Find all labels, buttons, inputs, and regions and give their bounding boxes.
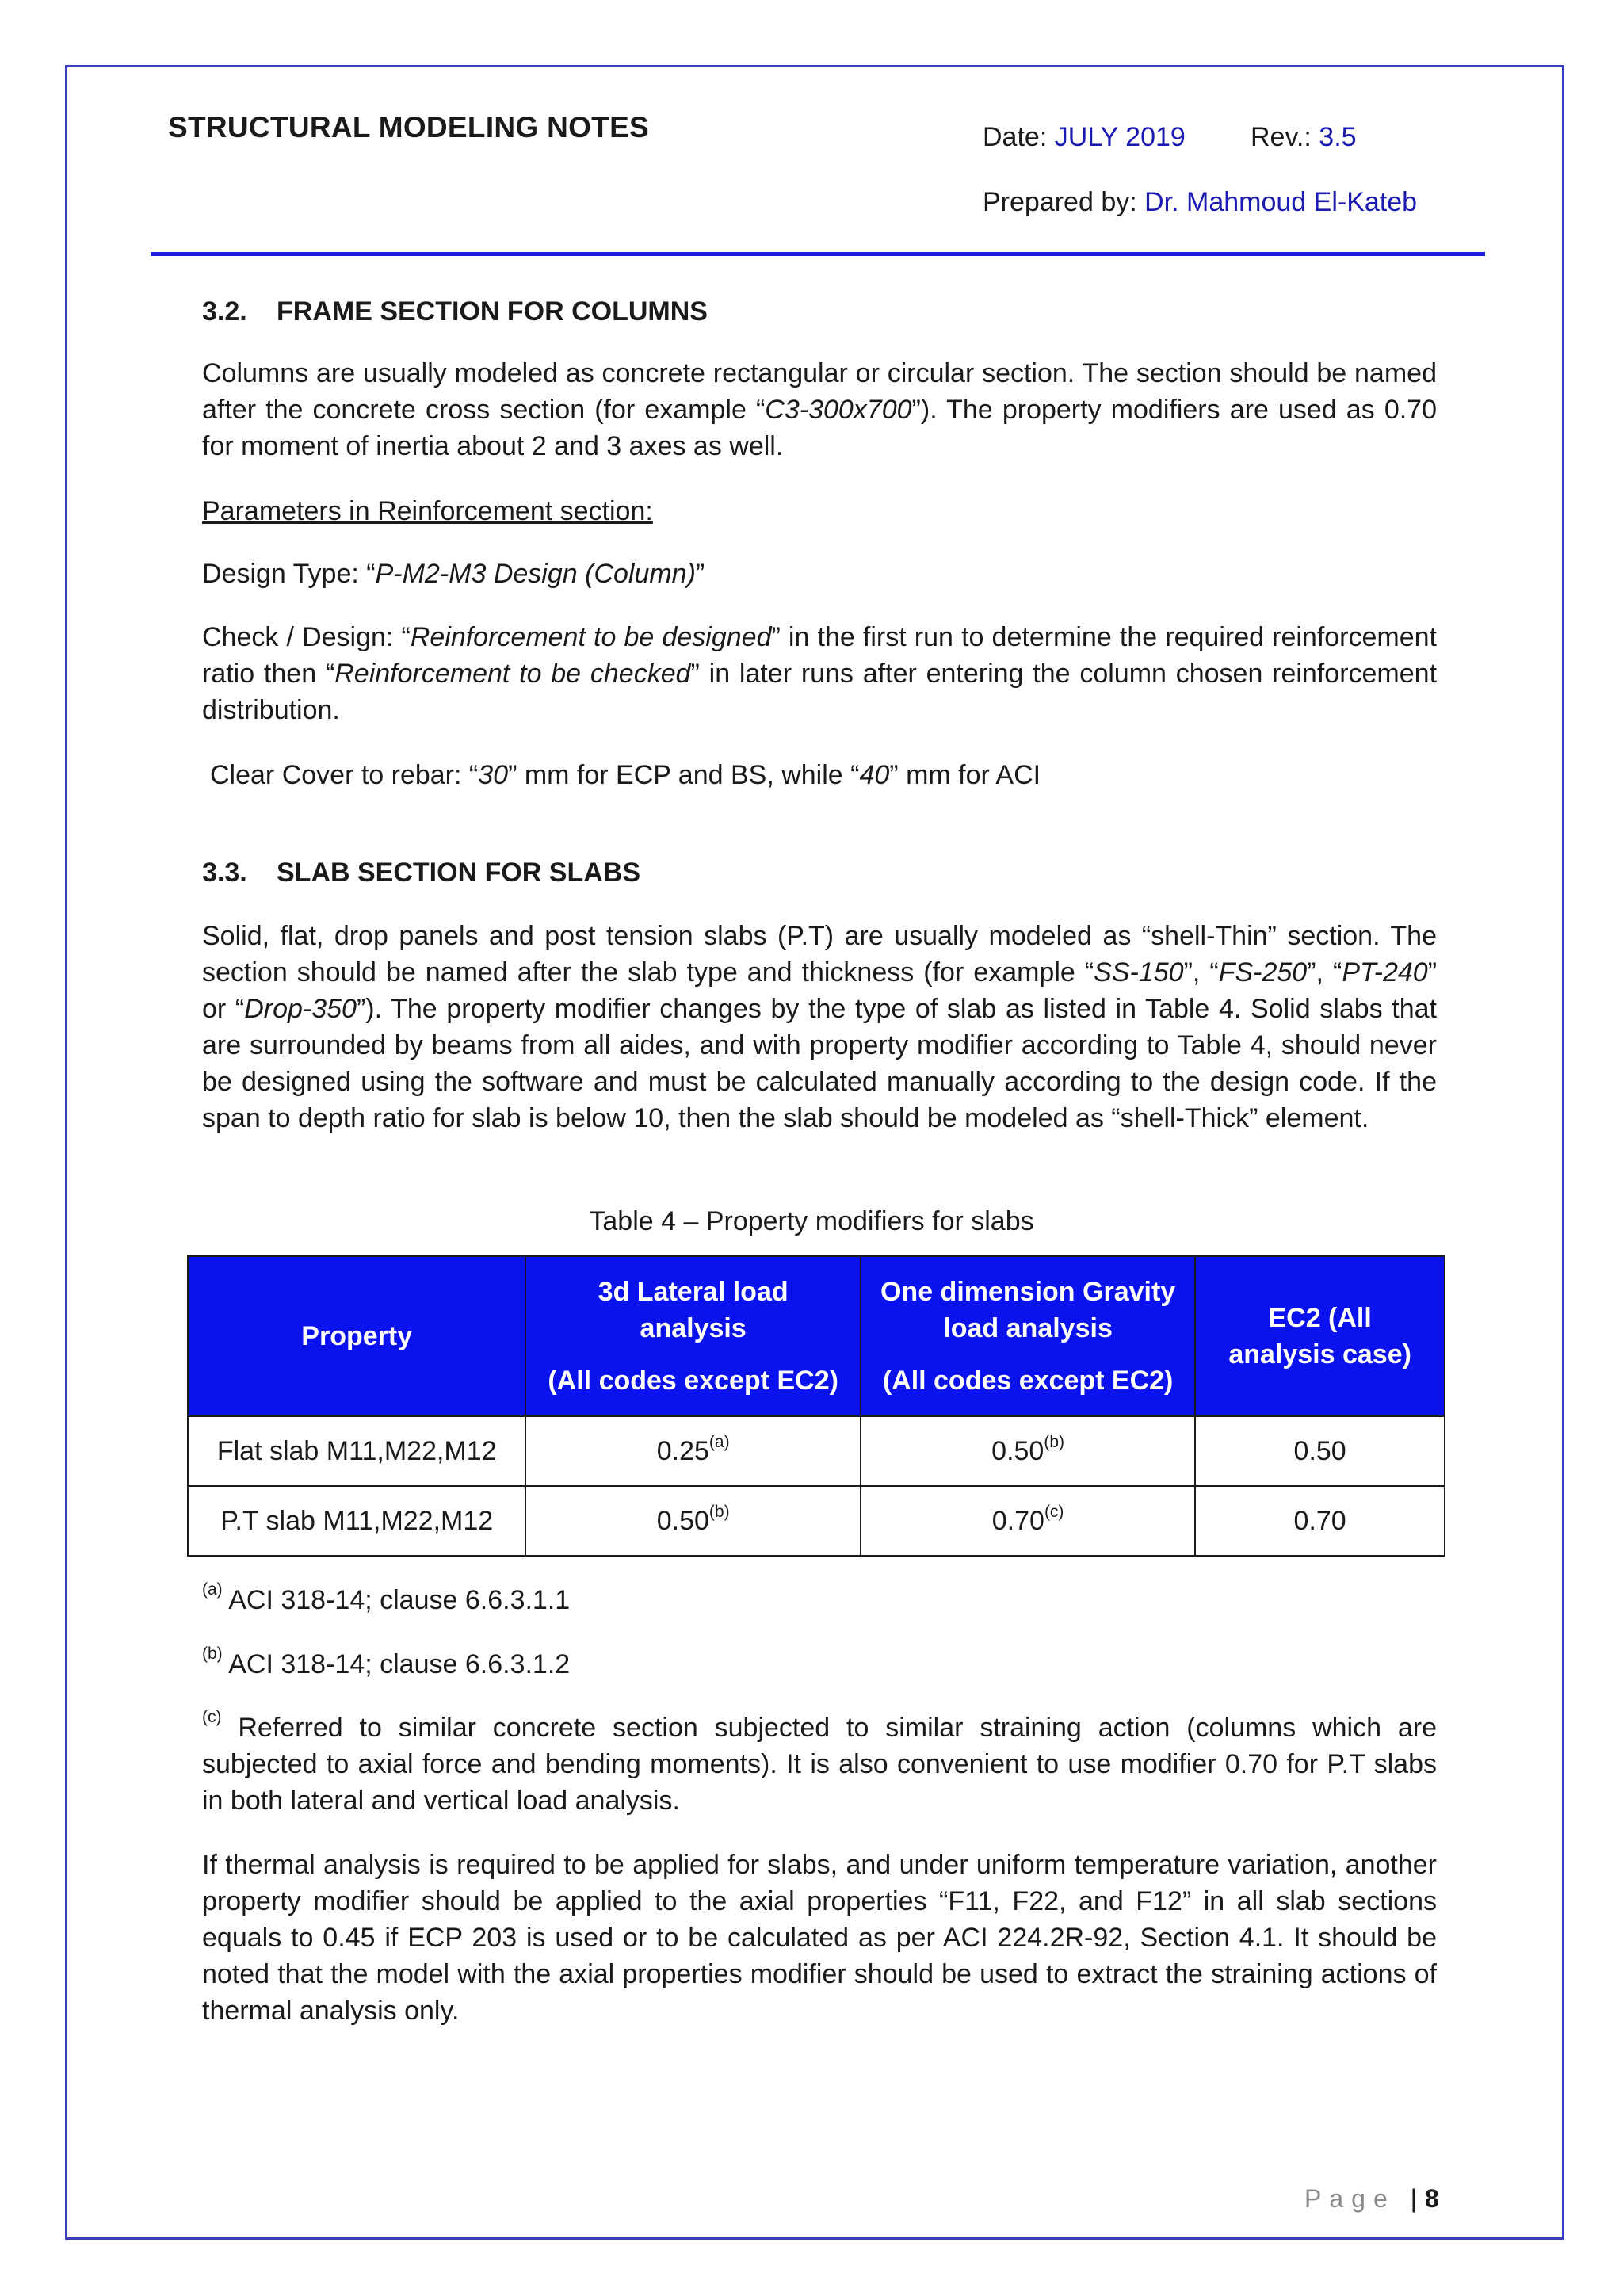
header-gravity	[861, 1256, 1195, 1416]
revision-label: Rev.:	[1251, 122, 1319, 152]
design-type-value: P-M2-M3 Design (Column)	[375, 559, 696, 589]
cell-value: 0.70	[991, 1505, 1044, 1536]
revision-value: 3.5	[1319, 122, 1357, 152]
section-title: FRAME SECTION FOR COLUMNS	[277, 296, 708, 327]
header-lateral	[525, 1256, 860, 1416]
page-label: Page	[1304, 2184, 1396, 2213]
footnote-ref: (b)	[1044, 1433, 1065, 1452]
table-header-row	[188, 1256, 1445, 1416]
text-run: ” or “	[202, 957, 1438, 1024]
footnote-a	[202, 1582, 1437, 1618]
thermal-paragraph: If thermal analysis is required to be applied for slabs, and under uniform temperature variation, another property modifier should be applied to the axial properties “F11, F22, and F12” in all slab sections equals to 0.45 if ECP 203 is used or to be calculated as per ACI 224.2R-92, Section 4.1. It should be noted that the model with the axial properties modifier should be used to extract the straining actions of thermal analysis only.	[202, 1850, 1437, 2026]
footnote-mark: (a)	[202, 1580, 223, 1599]
text-run: Solid, flat, drop panels and post tension slabs (P.T) are usually modeled as “shell-Thin” section. The section should be named after the slab type and thickness (for example “	[202, 921, 1437, 988]
section-3-2-heading	[202, 293, 1437, 330]
header-label: Property	[301, 1321, 413, 1351]
section-name-example: C3-300x700	[765, 395, 912, 425]
date-value: JULY 2019	[1054, 122, 1186, 152]
cell-ec2: 0.70	[1195, 1486, 1445, 1556]
header-divider	[151, 252, 1485, 256]
design-type-line	[202, 556, 1437, 592]
cell-lateral	[525, 1486, 860, 1556]
slab-name-example: SS-150	[1094, 957, 1184, 988]
text-run: Design Type: “	[202, 559, 376, 589]
cell-value: 0.50	[656, 1505, 709, 1536]
header-property	[188, 1256, 525, 1416]
date-label: Date:	[983, 122, 1055, 152]
clear-cover-line	[210, 757, 1445, 793]
text-run: ” mm for ECP and BS, while “	[508, 760, 860, 790]
cell-gravity	[861, 1416, 1195, 1486]
cover-aci-value: 40	[859, 760, 890, 790]
footnote-ref: (a)	[708, 1433, 730, 1452]
text-run: ”). The property modifiers are used as 0.70 for moment of inertia about 2 and 3 axes as well.	[202, 395, 1438, 461]
cell-property: P.T slab M11,M22,M12	[188, 1486, 525, 1556]
revision-field	[1251, 122, 1357, 153]
footnote-c	[202, 1707, 1437, 1819]
prepared-by-label: Prepared by:	[983, 187, 1145, 217]
date-field	[983, 122, 1186, 153]
footnote-text: ACI 318-14; clause 6.6.3.1.1	[222, 1585, 571, 1615]
table-caption: Table 4 – Property modifiers for slabs	[589, 1206, 1034, 1236]
footnote-mark: (b)	[202, 1644, 223, 1663]
text-run: ”, “	[1307, 957, 1342, 988]
cell-ec2: 0.50	[1195, 1416, 1445, 1486]
cell-lateral	[525, 1416, 860, 1486]
text-run: Columns are usually modeled as concrete rectangular or circular section. The section should be named after the concrete cross section (for example “	[202, 358, 1437, 425]
slab-name-example: FS-250	[1218, 957, 1308, 988]
slab-name-example: Drop-350	[244, 994, 357, 1024]
text-run: ” mm for ACI	[889, 760, 1041, 790]
page-number	[1304, 2184, 1439, 2214]
footnote-ref: (c)	[1044, 1503, 1064, 1522]
header-label: EC2 (All analysis case)	[1228, 1303, 1411, 1370]
footnote-text: ACI 318-14; clause 6.6.3.1.2	[222, 1649, 571, 1679]
section-number: 3.3.	[202, 858, 247, 888]
header-label: One dimension Gravity load analysis	[880, 1277, 1176, 1343]
check-value-checked: Reinforcement to be checked	[334, 659, 691, 689]
text-run: Check / Design: “	[202, 622, 411, 652]
text-run: ” in the first run to determine the required reinforcement ratio then “	[202, 622, 1438, 689]
text-run: Clear Cover to rebar: “	[210, 760, 479, 790]
cell-value: 0.25	[656, 1435, 709, 1466]
page-separator: |	[1410, 2184, 1417, 2213]
footnote-mark: (c)	[202, 1707, 222, 1726]
table-row	[188, 1416, 1445, 1486]
header-sublabel: (All codes except EC2)	[882, 1366, 1174, 1396]
section-title: SLAB SECTION FOR SLABS	[277, 858, 641, 888]
cell-value: 0.50	[991, 1435, 1044, 1466]
page-number-value: 8	[1424, 2184, 1439, 2213]
cover-ecp-value: 30	[478, 760, 509, 790]
text-run: ”). The property modifier changes by the type of slab as listed in Table 4. Solid slabs that are surrounded by beams from all aides, and with property modifier according to Table 4, should never be designed using the software and must be calculated manually according to the design code. If the span to depth ratio for slab is below 10, then the slab should be modeled as “shell-Thick” element.	[202, 994, 1438, 1133]
header-label: 3d Lateral load analysis	[598, 1277, 789, 1343]
check-value-designed: Reinforcement to be designed	[410, 622, 772, 652]
prepared-by-field	[983, 187, 1417, 218]
document-title: STRUCTURAL MODELING NOTES	[168, 111, 650, 143]
cell-property: Flat slab M11,M22,M12	[188, 1416, 525, 1486]
section-number: 3.2.	[202, 296, 247, 327]
header-sublabel: (All codes except EC2)	[548, 1366, 838, 1396]
text-run: ”	[695, 559, 705, 589]
columns-paragraph	[202, 355, 1437, 464]
footnote-text: Referred to similar concrete section subjected to similar straining action (columns which are subjected to axial force and bending moments). It is also convenient to use modifier 0.70 for P.T slabs in both lateral and vertical load analysis.	[202, 1713, 1437, 1816]
table-row	[188, 1486, 1445, 1556]
slabs-paragraph	[202, 918, 1437, 1137]
footnote-b	[202, 1646, 1437, 1683]
check-design-paragraph	[202, 619, 1437, 728]
section-3-3-heading	[202, 854, 1437, 891]
property-modifiers-table	[187, 1255, 1445, 1557]
parameters-heading: Parameters in Reinforcement section:	[202, 496, 653, 526]
prepared-by-value: Dr. Mahmoud El-Kateb	[1144, 187, 1418, 217]
text-run: ”, “	[1183, 957, 1219, 988]
footnote-ref: (b)	[708, 1503, 730, 1522]
header-ec2	[1195, 1256, 1445, 1416]
slab-name-example: PT-240	[1342, 957, 1428, 988]
cell-gravity	[861, 1486, 1195, 1556]
text-run: ” in later runs after entering the column chosen reinforcement distribution.	[202, 659, 1438, 725]
